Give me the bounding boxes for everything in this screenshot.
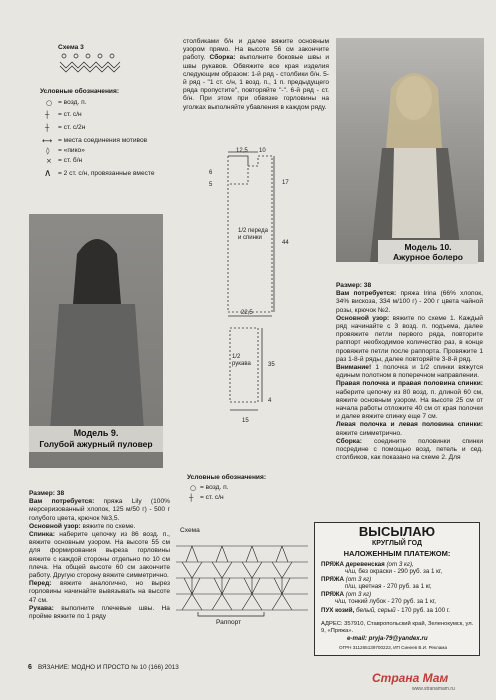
assembly-text: соедините половинки спинки посредине с помощью возд. петель и сед. столбиков, как показано на схеме 2. Для — [336, 437, 483, 462]
legend1-item: = ст. с/н — [58, 111, 82, 118]
dim-label: 6 — [209, 170, 213, 176]
ad-line — [321, 576, 371, 583]
main-text: вяжите по схеме 1. Каждый ряд начинайте с 3 возд. п. подъема, далее провяжите петли первого ряда, повторите раппорт необходимое количество раз, в конце провяжите петли после раппорта. Провяжите 1 раз 1-8-й ряды, далее повторяйте 3-8-й ряд. — [336, 314, 483, 363]
pattern-sleeve-label: 1/2 рукава — [232, 354, 251, 367]
legend1-item: = ст. с/2н — [58, 124, 86, 131]
model9-caption-line2: Голубой ажурный пуловер — [39, 439, 153, 449]
need-text: пряжа Lily (100% мерсеризованный хлопок, 125 м/50 г) - 500 г голубого цвета, крючок №3,5. — [29, 498, 170, 522]
ad-line-price: п/ш, цветная - 270 руб. за 1 кг, — [345, 583, 432, 590]
legend1-item: = ст. б/н — [58, 157, 83, 164]
ad-line — [321, 591, 371, 598]
need-label: Вам потребуется: — [29, 498, 95, 506]
legend1-title: Условные обозначения: — [40, 88, 120, 95]
decrease-icon: ∧ — [44, 168, 52, 179]
main-label: Основной узор: — [29, 522, 81, 530]
attention-label: Внимание! — [336, 364, 372, 372]
dim-label: 10 — [259, 148, 266, 154]
watermark-logo: Страна Мам — [372, 671, 449, 685]
dim-label: 12,5 — [236, 148, 248, 154]
legend2-title: Условные обозначения: — [187, 474, 267, 481]
ad-line-price: ч/ш, тонкий лубок - 270 руб. за 1 кг, — [335, 598, 436, 605]
right-front-label: Правая полочка и правая половина спинки: — [336, 380, 483, 388]
ad-address: АДРЕС: 357910, Ставропольский край, Зеленокумск, ул. 9, «Пряжа». — [321, 621, 474, 634]
double-crochet-icon: ┼ — [189, 494, 194, 502]
scheme3-diagram — [58, 52, 122, 74]
sleeve-label: Рукава: — [29, 604, 54, 612]
ad-line-price: ч/ш, без окраски - 290 руб. за 1 кг, — [345, 568, 443, 575]
air-loop-icon: ○ — [46, 99, 53, 107]
size-heading: Размер: 38 — [29, 490, 65, 497]
ad-line-detail: (от 3 кг), — [386, 561, 414, 568]
left-text — [29, 490, 170, 621]
back-label: Спинка: — [29, 531, 55, 539]
main-label: Основной узор: — [336, 314, 390, 322]
dim-label: 5 — [209, 182, 213, 188]
ad-line-detail: белый, серый — [356, 607, 396, 614]
sleeve-text: выполните плечевые швы. На пройме вяжите по 1 ряду — [29, 604, 170, 621]
dim-label: 44 — [282, 240, 289, 246]
page-number: 6 — [28, 664, 32, 671]
model10-caption — [378, 240, 478, 264]
ad-line-detail: (от 3 кг) — [345, 576, 372, 583]
ad-line — [321, 607, 450, 614]
model9-caption — [29, 426, 163, 452]
attention-text: 1 полочка и 1/2 спинки вяжутся единым полотном в поперечном направлении. — [336, 364, 483, 380]
assembly-label: Сборка: — [336, 437, 362, 445]
assembly-label: Сборка: — [209, 54, 236, 62]
ad-line-detail: (от 3 кг) — [345, 591, 372, 598]
mid-text — [183, 38, 329, 112]
ad-line-name: ПРЯЖА — [321, 591, 344, 598]
pattern-body-label: 1/2 переда и спинки — [238, 228, 268, 241]
ad-line — [321, 561, 414, 568]
left-front-label: Левая полочка и левая половина спинки: — [336, 421, 483, 429]
legend2-item: = возд. п. — [200, 484, 229, 491]
repeat-label: Раппорт — [216, 619, 242, 626]
model9-caption-line1: Модель 9. — [73, 428, 119, 438]
front-label: Перед: — [29, 580, 52, 588]
dim-label: 35 — [268, 362, 275, 368]
right-front-text: наберите цепочку из 80 возд. п. длиной 60 см, вяжите основным узором. На высоте 25 см от начала работы отложите 40 см от края полочки и далее вяжите спинку еще 7 см. — [336, 388, 483, 421]
front-text: вяжите аналогично, но вырез горловины начинайте вывязывать на высоте 47 см. — [29, 580, 170, 604]
picot-icon: ◊ — [46, 147, 50, 155]
right-text — [336, 282, 483, 462]
model10-photo — [336, 38, 484, 262]
legend1-item: = возд. п. — [58, 99, 87, 106]
air-loop-icon: ○ — [190, 484, 197, 492]
assembly-text: выполните боковые швы и швы рукавов. Обвяжите все края изделия следующим образом: 1-й ряд - столбики б/н. 5-й ряд - "1 ст. с/н, 1 возд. п., 1 п. предыдущего ряда пропустите", повторяйте "-". 6-й ряд - ст. б/н. При этом при обвязке горловины на уголках выполняйте убавления в каждом ряду. — [183, 54, 330, 111]
join-arrow-icon: ⟷ — [42, 137, 53, 145]
dim-label: 22,5 — [241, 310, 253, 316]
double-crochet-icon: ┼ — [45, 111, 50, 119]
scheme3-title: Схема 3 — [58, 44, 84, 51]
mid-paragraph: столбиками б/н и далее вяжите основным узором прямо. На высоте 56 см закончите работу. — [183, 38, 329, 62]
magazine-title: ВЯЗАНИЕ: МОДНО И ПРОСТО № 10 (166) 2013 — [38, 664, 179, 671]
ad-email: e-mail: pryja-79@yandex.ru — [347, 635, 428, 642]
need-label: Вам потребуется: — [336, 290, 397, 298]
dim-label: 15 — [242, 418, 249, 424]
lace-scheme-diagram — [172, 534, 312, 614]
size-heading: Размер: 38 — [336, 282, 372, 289]
ad-ogrn: ОГРН 311265139700223, ИП Синеев В.И. Реклама — [339, 645, 447, 650]
model10-caption-line2: Ажурное болеро — [392, 252, 464, 262]
single-crochet-icon: × — [46, 157, 52, 165]
legend1-item: = 2 ст. с/н, провязанные вместе — [58, 170, 155, 177]
yarn-advertisement — [314, 522, 480, 656]
ad-sub1: КРУГЛЫЙ ГОД — [372, 540, 422, 547]
legend1-item: = места соединения мотивов — [58, 137, 148, 144]
scheme-title: Схема — [180, 527, 200, 534]
main-text: вяжите по схеме. — [82, 522, 136, 530]
model10-caption-line1: Модель 10. — [404, 242, 452, 252]
ad-line-name: ПРЯЖА — [321, 576, 344, 583]
legend1-item: = «пико» — [58, 147, 85, 154]
need-text: пряжа Irina (66% хлопок, 34% вискоза, 334 м/100 г) - 200 г цвета чайной розы, крючок №2. — [336, 290, 483, 314]
treble-crochet-icon: ┼ — [45, 124, 50, 132]
ad-title: ВЫСЫЛАЮ — [358, 524, 436, 539]
ad-line-price: - 170 руб. за 100 г. — [397, 607, 450, 614]
left-front-text: вяжите симметрично. — [336, 429, 402, 437]
pattern-sleeve-diagram — [210, 322, 300, 432]
watermark-url: www.stranamam.ru — [412, 686, 455, 692]
dim-label: 4 — [268, 398, 272, 404]
dim-label: 17 — [282, 180, 289, 186]
ad-line-name: ПУХ козий, — [321, 607, 355, 614]
ad-line-name: ПРЯЖА деревенская — [321, 561, 385, 568]
ad-sub2: НАЛОЖЕННЫМ ПЛАТЕЖОМ: — [343, 549, 451, 558]
back-text: наберите цепочку из 86 возд. п., вяжите основным узором. На высоте 55 см для формирования выреза горловины вяжите с каждой стороны отдельно по 10 см плеча. На общей высоте 60 см закончите работу. Другую сторону вяжите симметрично. — [29, 531, 170, 580]
legend2-item: = ст. с/н — [200, 494, 224, 501]
